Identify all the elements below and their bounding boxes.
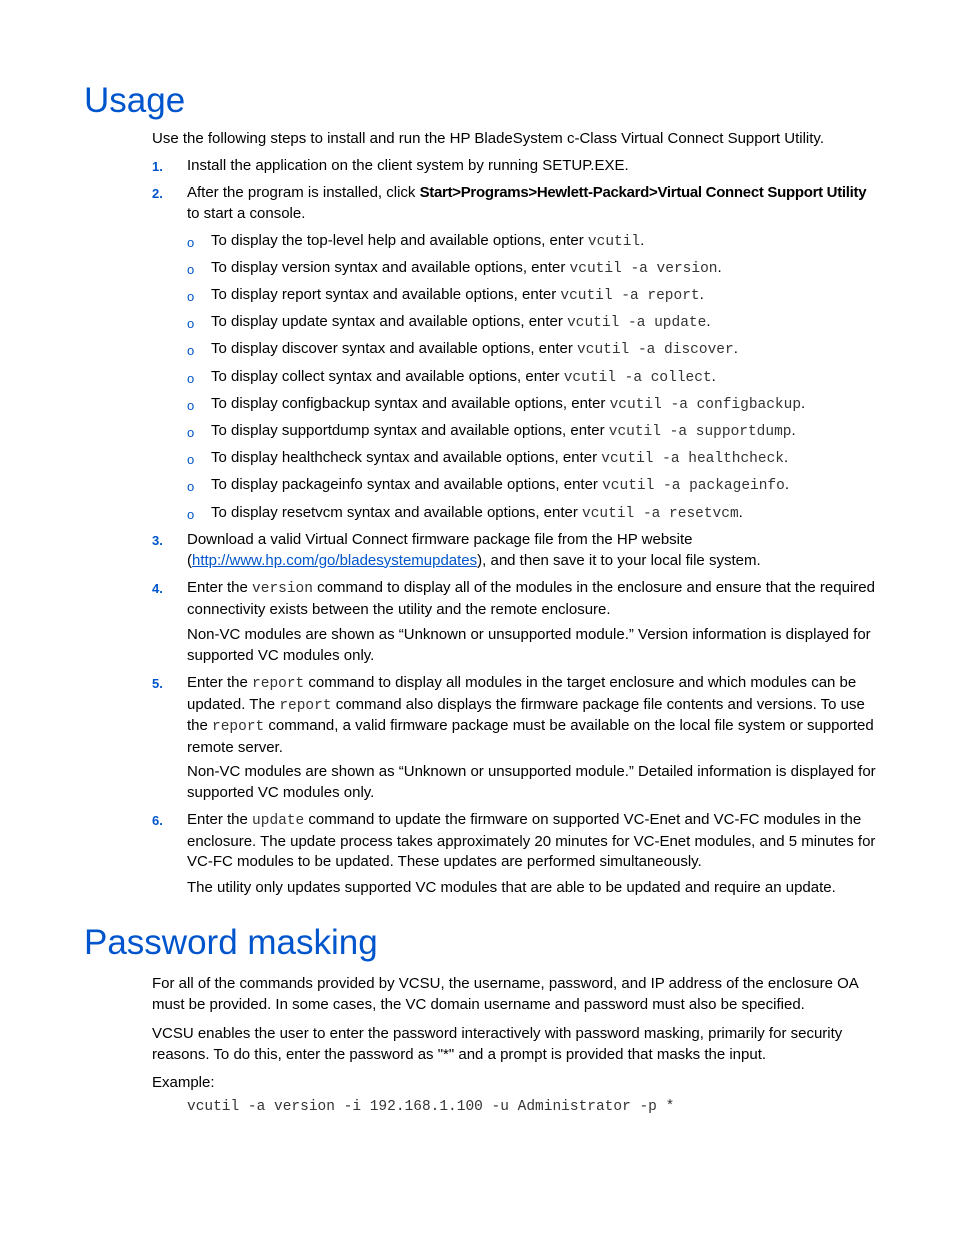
- bullet-command: vcutil -a packageinfo: [602, 478, 785, 494]
- step-5-text: [187, 673, 877, 758]
- step-3-post: ), and then save it to your local file system.: [477, 551, 761, 569]
- example-command: vcutil -a version -i 192.168.1.100 -u Administrator -p *: [187, 1099, 675, 1115]
- step-number-1: 1.: [152, 159, 163, 174]
- bullet-item: [211, 394, 877, 416]
- bullet-text: To display supportdump syntax and available options, enter: [211, 422, 609, 439]
- bullet-item: [211, 448, 877, 470]
- step-6-pre: Enter the: [187, 811, 253, 828]
- step-number-2: 2.: [152, 186, 163, 201]
- report-command: report: [212, 719, 265, 735]
- password-masking-heading: Password masking: [84, 923, 378, 962]
- step-2-text: [187, 183, 877, 224]
- step-6-note: The utility only updates supported VC modules that are able to be updated and require an update.: [187, 879, 836, 896]
- bullet-command: vcutil: [587, 234, 641, 250]
- step-5-part-d: command, a valid firmware package must be available on the local file system or supported remote server.: [187, 717, 874, 756]
- bullet-end: .: [640, 232, 645, 249]
- step-4-text: [187, 578, 877, 620]
- bullet-end: .: [717, 259, 722, 276]
- bullet-marker: o: [187, 235, 195, 250]
- bullet-command: vcutil -a version: [569, 261, 718, 277]
- bullet-text: To display update syntax and available options, enter: [211, 313, 568, 330]
- bullet-end: .: [791, 422, 796, 439]
- bullet-command: vcutil -a discover: [577, 342, 734, 358]
- step-3-pre: Download a valid Virtual Connect firmware package file from the HP website (: [187, 531, 693, 569]
- bullet-marker: o: [187, 425, 195, 440]
- bullet-marker: o: [187, 371, 195, 386]
- bullet-command: vcutil -a configbackup: [609, 397, 802, 413]
- bullet-command: vcutil -a report: [560, 288, 700, 304]
- step-5-note: Non-VC modules are shown as “Unknown or unsupported module.” Detailed information is displayed for supported VC modules only.: [187, 763, 876, 801]
- bullet-command: vcutil -a healthcheck: [601, 451, 784, 467]
- example-label: Example:: [152, 1074, 215, 1091]
- bullet-item: [211, 339, 877, 361]
- password-paragraph-1: For all of the commands provided by VCSU, the username, password, and IP address of the enclosure OA must be provided. In some cases, the VC domain username and password must also be specified.: [152, 975, 858, 1013]
- bullet-end: .: [783, 449, 789, 466]
- bullet-text: To display healthcheck syntax and available options, enter: [211, 449, 602, 466]
- bullet-end: .: [801, 395, 806, 412]
- step-number-3: 3.: [152, 533, 163, 548]
- step-5-part-a: Enter the: [187, 674, 253, 691]
- step-1-text: Install the application on the client system by running SETUP.EXE.: [187, 157, 629, 174]
- bullet-text: To display configbackup syntax and available options, enter: [211, 395, 610, 412]
- bullet-marker: o: [187, 507, 195, 522]
- bullet-text: To display the top-level help and available options, enter: [211, 232, 588, 249]
- bullet-text: To display resetvcm syntax and available options, enter: [211, 504, 583, 521]
- step-4-pre: Enter the: [187, 579, 253, 596]
- step-2-pre: After the program is installed, click: [187, 184, 420, 201]
- bullet-marker: o: [187, 262, 195, 277]
- bullet-end: .: [784, 476, 789, 493]
- bullet-command: vcutil -a resetvcm: [582, 506, 739, 522]
- bullet-marker: o: [187, 289, 195, 304]
- step-number-4: 4.: [152, 581, 163, 596]
- bullet-item: [211, 285, 877, 307]
- usage-intro: Use the following steps to install and run the HP BladeSystem c-Class Virtual Connect Support Utility.: [152, 130, 824, 147]
- step-4-note: Non-VC modules are shown as “Unknown or unsupported module.” Version information is displayed for supported VC modules only.: [187, 626, 871, 664]
- bullet-item: [211, 367, 877, 389]
- bullet-text: To display report syntax and available options, enter: [211, 286, 561, 303]
- report-command: report: [279, 697, 332, 714]
- bullet-command: vcutil -a collect: [563, 370, 712, 386]
- bullet-marker: o: [187, 479, 195, 494]
- bullet-command: vcutil -a update: [567, 315, 707, 331]
- bullet-item: [211, 421, 877, 443]
- report-command: report: [252, 676, 305, 692]
- usage-heading: Usage: [84, 81, 186, 120]
- bullet-end: .: [699, 286, 704, 303]
- bullet-end: .: [706, 313, 711, 330]
- step-4-post: command to display all of the modules in the enclosure and ensure that the required connectivity exists between the utility and the remote enclosure.: [187, 579, 875, 618]
- bullet-item: [211, 258, 877, 280]
- step-number-6: 6.: [152, 813, 163, 828]
- bullet-command: vcutil -a supportdump: [608, 424, 792, 440]
- step-6-post: command to update the firmware on supported VC-Enet and VC-FC modules in the enclosure. The update process takes approximately 20 minutes for VC-Enet modules, and 5 minutes for VC-FC modules to be updated. These updates are performed simultaneously.: [187, 811, 876, 870]
- bullet-item: [211, 503, 877, 525]
- bullet-text: To display version syntax and available options, enter: [211, 259, 570, 276]
- bullet-text: To display packageinfo syntax and available options, enter: [211, 476, 603, 493]
- bullet-marker: o: [187, 343, 195, 358]
- bullet-marker: o: [187, 452, 195, 467]
- bullet-marker: o: [187, 398, 195, 413]
- step-5-part-c: command also displays the firmware package file contents and versions. To use the: [187, 695, 865, 734]
- version-command: version: [252, 581, 313, 597]
- step-6-text: [187, 810, 877, 873]
- update-command: update: [252, 813, 305, 829]
- step-number-5: 5.: [152, 676, 163, 691]
- step-5-part-b: command to display all modules in the target enclosure and which modules can be updated. The: [187, 674, 857, 713]
- step-3-text: [187, 530, 877, 571]
- bullet-item: [211, 312, 877, 334]
- bullet-end: .: [733, 340, 738, 357]
- bullet-end: .: [738, 504, 743, 521]
- bullet-end: .: [711, 368, 716, 385]
- bullet-item: [211, 475, 877, 497]
- step-2-menu-path: Start>Programs>Hewlett-Packard>Virtual Connect Support Utility: [419, 184, 867, 201]
- bullet-text: To display collect syntax and available options, enter: [211, 368, 564, 385]
- step-2-post: to start a console.: [187, 204, 306, 222]
- bullet-text: To display discover syntax and available options, enter: [211, 340, 578, 357]
- password-paragraph-2: VCSU enables the user to enter the password interactively with password masking, primarily for security reasons. To do this, enter the password as "*" and a prompt is provided that masks the input.: [152, 1025, 843, 1063]
- bullet-marker: o: [187, 316, 195, 331]
- bullet-item: [211, 231, 877, 253]
- bladesystem-updates-link[interactable]: http://www.hp.com/go/bladesystemupdates: [192, 551, 478, 569]
